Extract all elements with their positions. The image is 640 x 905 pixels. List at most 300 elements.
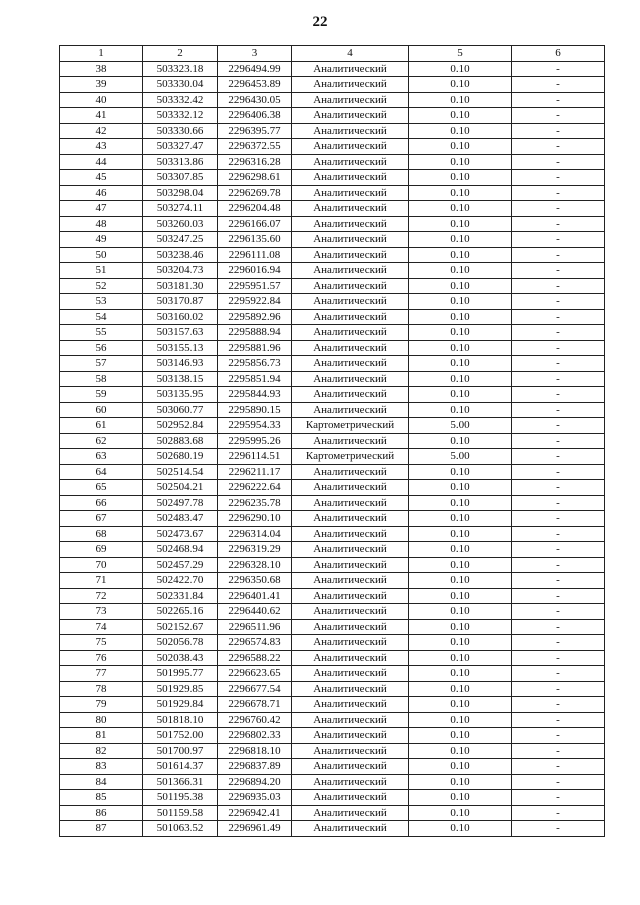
x-coordinate-cell: 503247.25 bbox=[143, 232, 218, 248]
point-number-cell: 58 bbox=[60, 371, 143, 387]
table-row bbox=[60, 170, 605, 186]
point-number-cell: 46 bbox=[60, 185, 143, 201]
accuracy-cell: 0.10 bbox=[409, 371, 512, 387]
point-number-cell: 70 bbox=[60, 557, 143, 573]
y-coordinate-cell: 2296802.33 bbox=[218, 728, 292, 744]
method-cell: Аналитический bbox=[292, 650, 409, 666]
point-number-cell: 51 bbox=[60, 263, 143, 279]
table-row bbox=[60, 619, 605, 635]
note-cell: - bbox=[512, 325, 605, 341]
note-cell: - bbox=[512, 588, 605, 604]
point-number-cell: 71 bbox=[60, 573, 143, 589]
y-coordinate-cell: 2296588.22 bbox=[218, 650, 292, 666]
y-coordinate-cell: 2296204.48 bbox=[218, 201, 292, 217]
y-coordinate-cell: 2296350.68 bbox=[218, 573, 292, 589]
point-number-cell: 47 bbox=[60, 201, 143, 217]
y-coordinate-cell: 2296678.71 bbox=[218, 697, 292, 713]
note-cell: - bbox=[512, 232, 605, 248]
x-coordinate-cell: 503135.95 bbox=[143, 387, 218, 403]
method-cell: Аналитический bbox=[292, 201, 409, 217]
note-cell: - bbox=[512, 309, 605, 325]
table-row bbox=[60, 542, 605, 558]
accuracy-cell: 0.10 bbox=[409, 216, 512, 232]
header-row bbox=[60, 46, 605, 62]
y-coordinate-cell: 2296319.29 bbox=[218, 542, 292, 558]
note-cell: - bbox=[512, 418, 605, 434]
x-coordinate-cell: 503307.85 bbox=[143, 170, 218, 186]
point-number-cell: 40 bbox=[60, 92, 143, 108]
accuracy-cell: 0.10 bbox=[409, 697, 512, 713]
y-coordinate-cell: 2295954.33 bbox=[218, 418, 292, 434]
point-number-cell: 59 bbox=[60, 387, 143, 403]
method-cell: Аналитический bbox=[292, 278, 409, 294]
method-cell: Аналитический bbox=[292, 154, 409, 170]
point-number-cell: 83 bbox=[60, 759, 143, 775]
note-cell: - bbox=[512, 139, 605, 155]
point-number-cell: 66 bbox=[60, 495, 143, 511]
point-number-cell: 69 bbox=[60, 542, 143, 558]
method-cell: Аналитический bbox=[292, 681, 409, 697]
method-cell: Аналитический bbox=[292, 108, 409, 124]
y-coordinate-cell: 2296328.10 bbox=[218, 557, 292, 573]
table-row bbox=[60, 511, 605, 527]
accuracy-cell: 5.00 bbox=[409, 449, 512, 465]
table-row bbox=[60, 480, 605, 496]
method-cell: Аналитический bbox=[292, 92, 409, 108]
method-cell: Аналитический bbox=[292, 697, 409, 713]
x-coordinate-cell: 501995.77 bbox=[143, 666, 218, 682]
note-cell: - bbox=[512, 790, 605, 806]
method-cell: Аналитический bbox=[292, 557, 409, 573]
y-coordinate-cell: 2295951.57 bbox=[218, 278, 292, 294]
note-cell: - bbox=[512, 356, 605, 372]
table-row bbox=[60, 418, 605, 434]
page-number: 22 bbox=[312, 14, 328, 30]
point-number-cell: 72 bbox=[60, 588, 143, 604]
x-coordinate-cell: 503332.42 bbox=[143, 92, 218, 108]
accuracy-cell: 0.10 bbox=[409, 185, 512, 201]
point-number-cell: 39 bbox=[60, 77, 143, 93]
accuracy-cell: 0.10 bbox=[409, 526, 512, 542]
method-cell: Аналитический bbox=[292, 728, 409, 744]
accuracy-cell: 0.10 bbox=[409, 619, 512, 635]
x-coordinate-cell: 503323.18 bbox=[143, 61, 218, 77]
note-cell: - bbox=[512, 557, 605, 573]
table-row bbox=[60, 604, 605, 620]
table-row bbox=[60, 464, 605, 480]
table-row bbox=[60, 356, 605, 372]
note-cell: - bbox=[512, 294, 605, 310]
x-coordinate-cell: 502331.84 bbox=[143, 588, 218, 604]
y-coordinate-cell: 2296114.51 bbox=[218, 449, 292, 465]
note-cell: - bbox=[512, 170, 605, 186]
x-coordinate-cell: 503204.73 bbox=[143, 263, 218, 279]
x-coordinate-cell: 503138.15 bbox=[143, 371, 218, 387]
table-row bbox=[60, 325, 605, 341]
note-cell: - bbox=[512, 526, 605, 542]
note-cell: - bbox=[512, 635, 605, 651]
method-cell: Аналитический bbox=[292, 743, 409, 759]
table-row bbox=[60, 557, 605, 573]
accuracy-cell: 0.10 bbox=[409, 325, 512, 341]
point-number-cell: 62 bbox=[60, 433, 143, 449]
y-coordinate-cell: 2296837.89 bbox=[218, 759, 292, 775]
point-number-cell: 50 bbox=[60, 247, 143, 263]
note-cell: - bbox=[512, 247, 605, 263]
table-row bbox=[60, 650, 605, 666]
accuracy-cell: 0.10 bbox=[409, 232, 512, 248]
column-header: 3 bbox=[218, 46, 292, 62]
method-cell: Аналитический bbox=[292, 805, 409, 821]
x-coordinate-cell: 501700.97 bbox=[143, 743, 218, 759]
point-number-cell: 67 bbox=[60, 511, 143, 527]
method-cell: Аналитический bbox=[292, 464, 409, 480]
y-coordinate-cell: 2296111.08 bbox=[218, 247, 292, 263]
point-number-cell: 52 bbox=[60, 278, 143, 294]
table-row bbox=[60, 728, 605, 744]
x-coordinate-cell: 501929.85 bbox=[143, 681, 218, 697]
y-coordinate-cell: 2296298.61 bbox=[218, 170, 292, 186]
y-coordinate-cell: 2296314.04 bbox=[218, 526, 292, 542]
note-cell: - bbox=[512, 495, 605, 511]
method-cell: Аналитический bbox=[292, 619, 409, 635]
note-cell: - bbox=[512, 449, 605, 465]
note-cell: - bbox=[512, 542, 605, 558]
method-cell: Аналитический bbox=[292, 216, 409, 232]
point-number-cell: 49 bbox=[60, 232, 143, 248]
accuracy-cell: 0.10 bbox=[409, 821, 512, 837]
y-coordinate-cell: 2296135.60 bbox=[218, 232, 292, 248]
accuracy-cell: 0.10 bbox=[409, 387, 512, 403]
table-row bbox=[60, 821, 605, 837]
table-body bbox=[60, 46, 605, 837]
note-cell: - bbox=[512, 123, 605, 139]
table-row bbox=[60, 92, 605, 108]
note-cell: - bbox=[512, 464, 605, 480]
y-coordinate-cell: 2296406.38 bbox=[218, 108, 292, 124]
column-header: 1 bbox=[60, 46, 143, 62]
point-number-cell: 64 bbox=[60, 464, 143, 480]
accuracy-cell: 0.10 bbox=[409, 650, 512, 666]
accuracy-cell: 0.10 bbox=[409, 247, 512, 263]
y-coordinate-cell: 2296494.99 bbox=[218, 61, 292, 77]
accuracy-cell: 0.10 bbox=[409, 77, 512, 93]
point-number-cell: 74 bbox=[60, 619, 143, 635]
note-cell: - bbox=[512, 185, 605, 201]
x-coordinate-cell: 503155.13 bbox=[143, 340, 218, 356]
accuracy-cell: 0.10 bbox=[409, 635, 512, 651]
method-cell: Аналитический bbox=[292, 387, 409, 403]
point-number-cell: 60 bbox=[60, 402, 143, 418]
table-row bbox=[60, 743, 605, 759]
y-coordinate-cell: 2296211.17 bbox=[218, 464, 292, 480]
table-row bbox=[60, 666, 605, 682]
y-coordinate-cell: 2296935.03 bbox=[218, 790, 292, 806]
method-cell: Аналитический bbox=[292, 759, 409, 775]
x-coordinate-cell: 503170.87 bbox=[143, 294, 218, 310]
note-cell: - bbox=[512, 743, 605, 759]
method-cell: Аналитический bbox=[292, 433, 409, 449]
x-coordinate-cell: 503146.93 bbox=[143, 356, 218, 372]
y-coordinate-cell: 2296440.62 bbox=[218, 604, 292, 620]
method-cell: Аналитический bbox=[292, 139, 409, 155]
note-cell: - bbox=[512, 619, 605, 635]
table-row bbox=[60, 790, 605, 806]
accuracy-cell: 0.10 bbox=[409, 681, 512, 697]
accuracy-cell: 0.10 bbox=[409, 154, 512, 170]
note-cell: - bbox=[512, 263, 605, 279]
point-number-cell: 73 bbox=[60, 604, 143, 620]
x-coordinate-cell: 501818.10 bbox=[143, 712, 218, 728]
note-cell: - bbox=[512, 371, 605, 387]
x-coordinate-cell: 503330.04 bbox=[143, 77, 218, 93]
accuracy-cell: 0.10 bbox=[409, 356, 512, 372]
method-cell: Аналитический bbox=[292, 635, 409, 651]
y-coordinate-cell: 2296290.10 bbox=[218, 511, 292, 527]
note-cell: - bbox=[512, 759, 605, 775]
table-row bbox=[60, 697, 605, 713]
accuracy-cell: 5.00 bbox=[409, 418, 512, 434]
point-number-cell: 79 bbox=[60, 697, 143, 713]
note-cell: - bbox=[512, 108, 605, 124]
point-number-cell: 42 bbox=[60, 123, 143, 139]
column-header: 6 bbox=[512, 46, 605, 62]
table-row bbox=[60, 635, 605, 651]
accuracy-cell: 0.10 bbox=[409, 557, 512, 573]
note-cell: - bbox=[512, 61, 605, 77]
point-number-cell: 43 bbox=[60, 139, 143, 155]
note-cell: - bbox=[512, 201, 605, 217]
note-cell: - bbox=[512, 604, 605, 620]
method-cell: Аналитический bbox=[292, 402, 409, 418]
point-number-cell: 76 bbox=[60, 650, 143, 666]
accuracy-cell: 0.10 bbox=[409, 123, 512, 139]
x-coordinate-cell: 502952.84 bbox=[143, 418, 218, 434]
y-coordinate-cell: 2296574.83 bbox=[218, 635, 292, 651]
table-row bbox=[60, 309, 605, 325]
column-header: 5 bbox=[409, 46, 512, 62]
y-coordinate-cell: 2296894.20 bbox=[218, 774, 292, 790]
y-coordinate-cell: 2296372.55 bbox=[218, 139, 292, 155]
point-number-cell: 87 bbox=[60, 821, 143, 837]
point-number-cell: 84 bbox=[60, 774, 143, 790]
accuracy-cell: 0.10 bbox=[409, 542, 512, 558]
method-cell: Аналитический bbox=[292, 232, 409, 248]
accuracy-cell: 0.10 bbox=[409, 588, 512, 604]
x-coordinate-cell: 502497.78 bbox=[143, 495, 218, 511]
method-cell: Аналитический bbox=[292, 371, 409, 387]
method-cell: Аналитический bbox=[292, 263, 409, 279]
y-coordinate-cell: 2296453.89 bbox=[218, 77, 292, 93]
accuracy-cell: 0.10 bbox=[409, 61, 512, 77]
x-coordinate-cell: 503160.02 bbox=[143, 309, 218, 325]
x-coordinate-cell: 501195.38 bbox=[143, 790, 218, 806]
table-row bbox=[60, 77, 605, 93]
method-cell: Аналитический bbox=[292, 325, 409, 341]
x-coordinate-cell: 501929.84 bbox=[143, 697, 218, 713]
table-row bbox=[60, 340, 605, 356]
point-number-cell: 65 bbox=[60, 480, 143, 496]
point-number-cell: 63 bbox=[60, 449, 143, 465]
point-number-cell: 61 bbox=[60, 418, 143, 434]
note-cell: - bbox=[512, 433, 605, 449]
column-header: 4 bbox=[292, 46, 409, 62]
method-cell: Аналитический bbox=[292, 666, 409, 682]
method-cell: Аналитический bbox=[292, 526, 409, 542]
accuracy-cell: 0.10 bbox=[409, 464, 512, 480]
y-coordinate-cell: 2296623.65 bbox=[218, 666, 292, 682]
x-coordinate-cell: 502457.29 bbox=[143, 557, 218, 573]
note-cell: - bbox=[512, 402, 605, 418]
x-coordinate-cell: 503298.04 bbox=[143, 185, 218, 201]
y-coordinate-cell: 2296511.96 bbox=[218, 619, 292, 635]
method-cell: Аналитический bbox=[292, 123, 409, 139]
method-cell: Картометрический bbox=[292, 449, 409, 465]
y-coordinate-cell: 2296818.10 bbox=[218, 743, 292, 759]
x-coordinate-cell: 503260.03 bbox=[143, 216, 218, 232]
note-cell: - bbox=[512, 728, 605, 744]
point-number-cell: 81 bbox=[60, 728, 143, 744]
method-cell: Картометрический bbox=[292, 418, 409, 434]
y-coordinate-cell: 2295922.84 bbox=[218, 294, 292, 310]
x-coordinate-cell: 502152.67 bbox=[143, 619, 218, 635]
y-coordinate-cell: 2296942.41 bbox=[218, 805, 292, 821]
point-number-cell: 57 bbox=[60, 356, 143, 372]
accuracy-cell: 0.10 bbox=[409, 743, 512, 759]
column-header: 2 bbox=[143, 46, 218, 62]
method-cell: Аналитический bbox=[292, 604, 409, 620]
accuracy-cell: 0.10 bbox=[409, 340, 512, 356]
x-coordinate-cell: 501614.37 bbox=[143, 759, 218, 775]
table-row bbox=[60, 61, 605, 77]
note-cell: - bbox=[512, 805, 605, 821]
x-coordinate-cell: 502514.54 bbox=[143, 464, 218, 480]
y-coordinate-cell: 2296016.94 bbox=[218, 263, 292, 279]
table-row bbox=[60, 294, 605, 310]
point-number-cell: 55 bbox=[60, 325, 143, 341]
table-row bbox=[60, 201, 605, 217]
x-coordinate-cell: 503330.66 bbox=[143, 123, 218, 139]
table-row bbox=[60, 247, 605, 263]
y-coordinate-cell: 2295844.93 bbox=[218, 387, 292, 403]
x-coordinate-cell: 501366.31 bbox=[143, 774, 218, 790]
y-coordinate-cell: 2295888.94 bbox=[218, 325, 292, 341]
x-coordinate-cell: 503332.12 bbox=[143, 108, 218, 124]
point-number-cell: 41 bbox=[60, 108, 143, 124]
accuracy-cell: 0.10 bbox=[409, 294, 512, 310]
accuracy-cell: 0.10 bbox=[409, 309, 512, 325]
y-coordinate-cell: 2295856.73 bbox=[218, 356, 292, 372]
point-number-cell: 82 bbox=[60, 743, 143, 759]
method-cell: Аналитический bbox=[292, 495, 409, 511]
table-row bbox=[60, 139, 605, 155]
method-cell: Аналитический bbox=[292, 356, 409, 372]
accuracy-cell: 0.10 bbox=[409, 108, 512, 124]
x-coordinate-cell: 502265.16 bbox=[143, 604, 218, 620]
y-coordinate-cell: 2296961.49 bbox=[218, 821, 292, 837]
point-number-cell: 86 bbox=[60, 805, 143, 821]
point-number-cell: 78 bbox=[60, 681, 143, 697]
x-coordinate-cell: 503238.46 bbox=[143, 247, 218, 263]
point-number-cell: 56 bbox=[60, 340, 143, 356]
note-cell: - bbox=[512, 480, 605, 496]
note-cell: - bbox=[512, 712, 605, 728]
accuracy-cell: 0.10 bbox=[409, 805, 512, 821]
accuracy-cell: 0.10 bbox=[409, 480, 512, 496]
y-coordinate-cell: 2296222.64 bbox=[218, 480, 292, 496]
method-cell: Аналитический bbox=[292, 712, 409, 728]
x-coordinate-cell: 502056.78 bbox=[143, 635, 218, 651]
x-coordinate-cell: 503157.63 bbox=[143, 325, 218, 341]
accuracy-cell: 0.10 bbox=[409, 511, 512, 527]
x-coordinate-cell: 502504.21 bbox=[143, 480, 218, 496]
accuracy-cell: 0.10 bbox=[409, 170, 512, 186]
table-row bbox=[60, 402, 605, 418]
method-cell: Аналитический bbox=[292, 185, 409, 201]
note-cell: - bbox=[512, 681, 605, 697]
note-cell: - bbox=[512, 154, 605, 170]
note-cell: - bbox=[512, 77, 605, 93]
point-number-cell: 45 bbox=[60, 170, 143, 186]
y-coordinate-cell: 2295890.15 bbox=[218, 402, 292, 418]
accuracy-cell: 0.10 bbox=[409, 263, 512, 279]
method-cell: Аналитический bbox=[292, 774, 409, 790]
method-cell: Аналитический bbox=[292, 511, 409, 527]
x-coordinate-cell: 502422.70 bbox=[143, 573, 218, 589]
method-cell: Аналитический bbox=[292, 247, 409, 263]
x-coordinate-cell: 503060.77 bbox=[143, 402, 218, 418]
y-coordinate-cell: 2295892.96 bbox=[218, 309, 292, 325]
point-number-cell: 80 bbox=[60, 712, 143, 728]
y-coordinate-cell: 2296401.41 bbox=[218, 588, 292, 604]
note-cell: - bbox=[512, 666, 605, 682]
method-cell: Аналитический bbox=[292, 61, 409, 77]
x-coordinate-cell: 501752.00 bbox=[143, 728, 218, 744]
accuracy-cell: 0.10 bbox=[409, 201, 512, 217]
table-row bbox=[60, 278, 605, 294]
y-coordinate-cell: 2295995.26 bbox=[218, 433, 292, 449]
method-cell: Аналитический bbox=[292, 542, 409, 558]
table-row bbox=[60, 449, 605, 465]
note-cell: - bbox=[512, 650, 605, 666]
accuracy-cell: 0.10 bbox=[409, 573, 512, 589]
x-coordinate-cell: 502483.47 bbox=[143, 511, 218, 527]
table-row bbox=[60, 588, 605, 604]
table-row bbox=[60, 123, 605, 139]
method-cell: Аналитический bbox=[292, 77, 409, 93]
point-number-cell: 44 bbox=[60, 154, 143, 170]
note-cell: - bbox=[512, 340, 605, 356]
note-cell: - bbox=[512, 92, 605, 108]
method-cell: Аналитический bbox=[292, 294, 409, 310]
y-coordinate-cell: 2295851.94 bbox=[218, 371, 292, 387]
table-row bbox=[60, 759, 605, 775]
x-coordinate-cell: 501063.52 bbox=[143, 821, 218, 837]
table-row bbox=[60, 371, 605, 387]
accuracy-cell: 0.10 bbox=[409, 759, 512, 775]
accuracy-cell: 0.10 bbox=[409, 139, 512, 155]
accuracy-cell: 0.10 bbox=[409, 712, 512, 728]
x-coordinate-cell: 502468.94 bbox=[143, 542, 218, 558]
x-coordinate-cell: 502883.68 bbox=[143, 433, 218, 449]
x-coordinate-cell: 502680.19 bbox=[143, 449, 218, 465]
note-cell: - bbox=[512, 573, 605, 589]
method-cell: Аналитический bbox=[292, 170, 409, 186]
point-number-cell: 75 bbox=[60, 635, 143, 651]
accuracy-cell: 0.10 bbox=[409, 604, 512, 620]
y-coordinate-cell: 2296395.77 bbox=[218, 123, 292, 139]
table-row bbox=[60, 573, 605, 589]
